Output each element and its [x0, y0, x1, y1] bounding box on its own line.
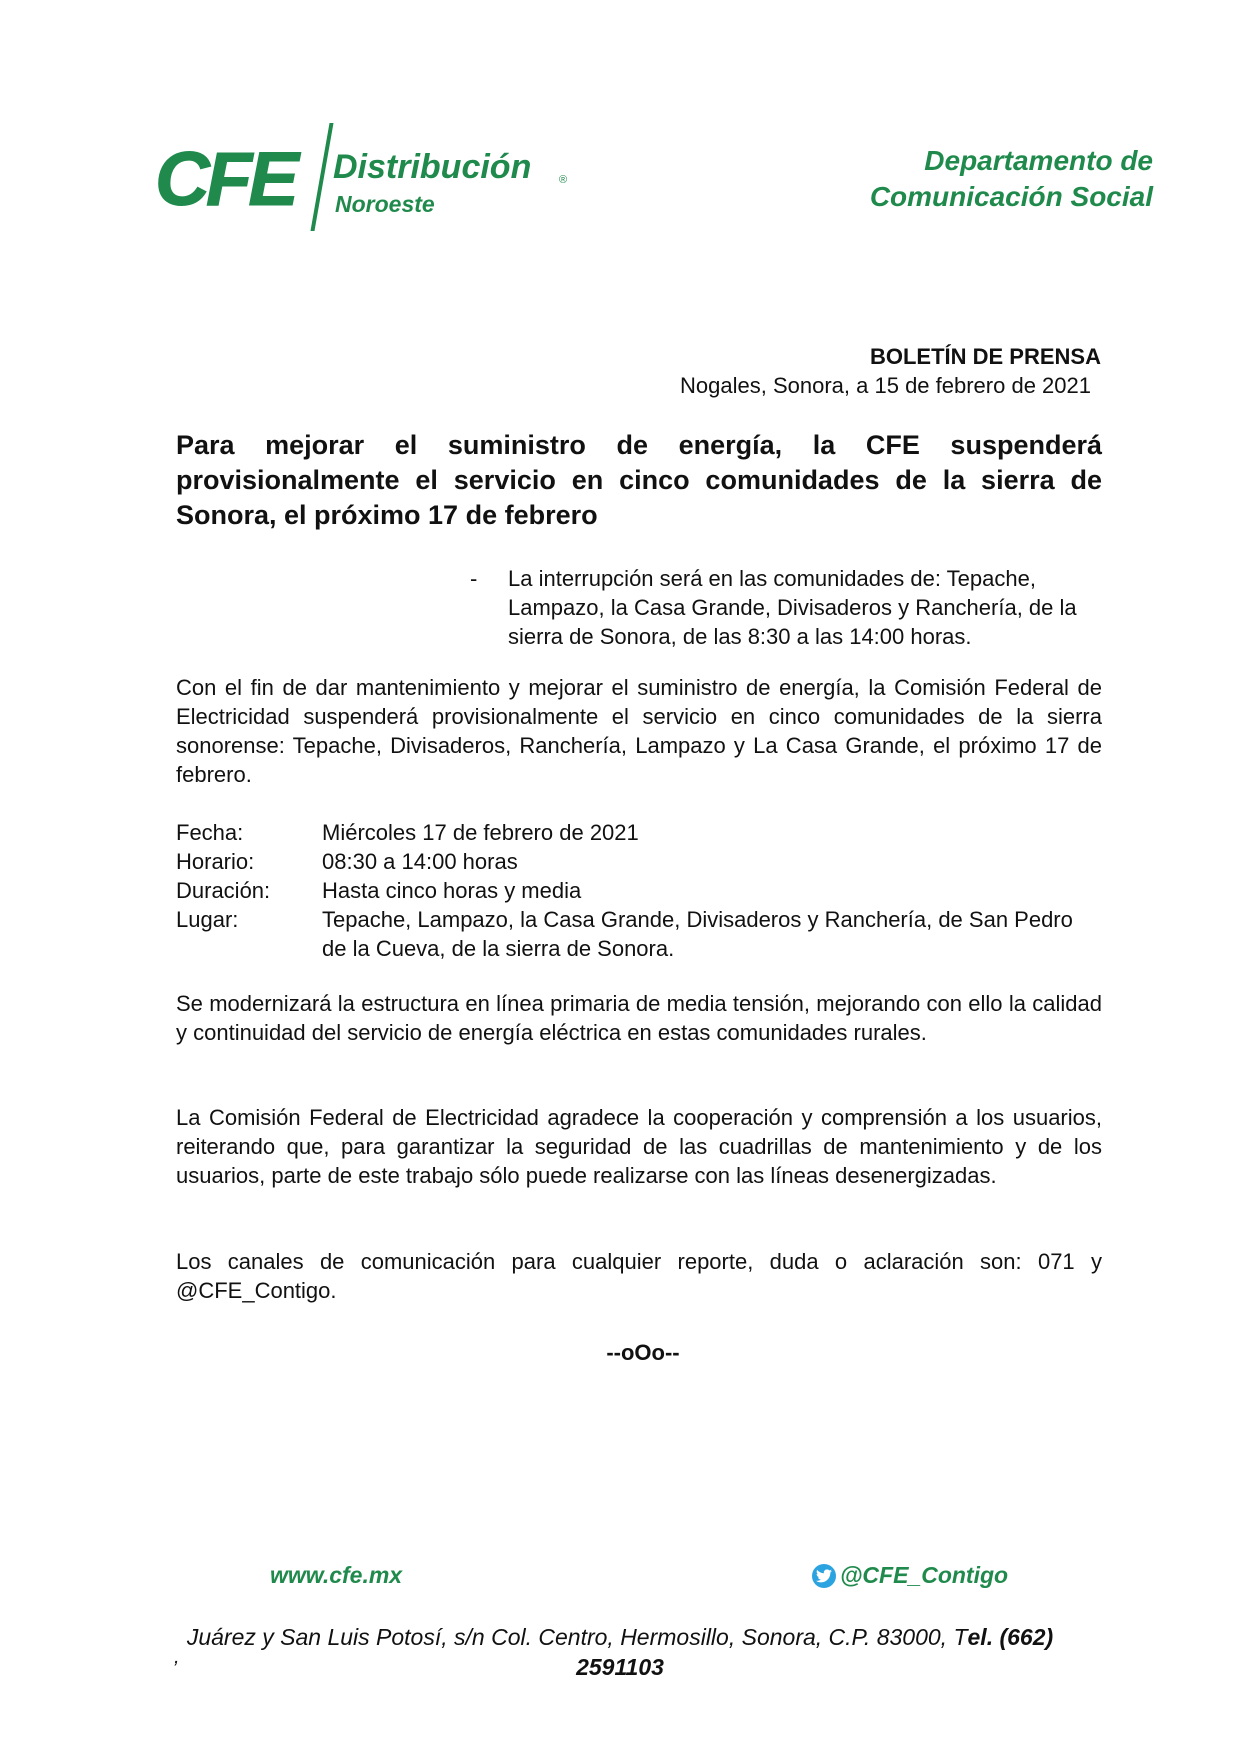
outage-details [176, 818, 1102, 963]
end-separator [0, 1340, 1241, 1366]
address [150, 1622, 1090, 1682]
website-link[interactable]: www.cfe.mx [270, 1562, 403, 1588]
separator-text: --oOo-- [606, 1340, 680, 1365]
twitter-handle-text: @CFE_Contigo [840, 1562, 1009, 1588]
cfe-logo [155, 120, 575, 235]
paragraph-2: Se modernizará la estructura en línea primaria de media tensión, mejorando con ello la calidad y continuidad del servicio de energía eléctrica en estas comunidades rurales. [176, 991, 1102, 1045]
phone-number: 2591103 [576, 1654, 664, 1680]
paragraph-4: Los canales de comunicación para cualquier reporte, duda o aclaración son: 071 y @CFE_Contigo. [176, 1249, 1102, 1303]
bulletin-label: BOLETÍN DE PRENSA [869, 344, 1101, 369]
paragraph-1: Con el fin de dar mantenimiento y mejorar el suministro de energía, la Comisión Federal de Electricidad suspenderá provisionalmente el servicio en cinco comunidades de la sierra sonorense: Tepache, Divisaderos, Ranchería, Lampazo y La Casa Grande, el próximo 17 de febrero. [176, 675, 1102, 787]
stray-comma: , [174, 1646, 180, 1668]
headline: Para mejorar el suministro de energía, la CFE suspenderá provisionalmente el servicio en cinco comunidades de la sierra de Sonora, el próximo 17 de febrero [176, 430, 1102, 530]
summary-bullet [470, 564, 1102, 651]
detail-row-time [176, 847, 1102, 876]
phone-prefix: el. (662) [967, 1624, 1054, 1650]
department-line-1: Departamento de [924, 145, 1153, 176]
bullet-dash: - [470, 566, 478, 591]
detail-label: Fecha: [176, 820, 244, 845]
department-line-2: Comunicación Social [869, 181, 1153, 212]
detail-label: Duración: [176, 878, 271, 903]
logo-name: Distribución [333, 148, 532, 186]
address-text: Juárez y San Luis Potosí, s/n Col. Centro, Hermosillo, Sonora, C.P. 83000, T [186, 1624, 968, 1650]
detail-value: 08:30 a 14:00 horas [322, 849, 518, 874]
detail-label: Lugar: [176, 907, 239, 932]
detail-row-place [176, 905, 1102, 963]
detail-label: Horario: [176, 849, 255, 874]
detail-value: Tepache, Lampazo, la Casa Grande, Divisaderos y Ranchería, de San Pedro de la Cueva, de la sierra de Sonora. [322, 907, 1073, 961]
logo-divider [310, 123, 333, 231]
detail-row-duration [176, 876, 1102, 905]
bullet-text: La interrupción será en las comunidades de: Tepache, Lampazo, la Casa Grande, Divisaderos y Ranchería, de la sierra de Sonora, de las 8:30 a las 14:00 horas. [508, 566, 1077, 649]
logo-region: Noroeste [335, 191, 435, 217]
department-title [870, 143, 1153, 215]
place-date: Nogales, Sonora, a 15 de febrero de 2021 [680, 373, 1091, 398]
detail-value: Hasta cinco horas y media [322, 878, 582, 903]
logo-brand: CFE [155, 137, 295, 222]
detail-value: Miércoles 17 de febrero de 2021 [322, 820, 639, 845]
detail-row-date [176, 818, 1102, 847]
logo-registered-mark: ® [559, 174, 568, 186]
twitter-icon [812, 1564, 836, 1588]
paragraph-3: La Comisión Federal de Electricidad agradece la cooperación y comprensión a los usuarios, reiterando que, para garantizar la seguridad de las cuadrillas de mantenimiento y de los usuarios, parte de este trabajo sólo puede realizarse con las líneas desenergizadas. [176, 1105, 1102, 1188]
twitter-handle[interactable] [812, 1562, 1008, 1589]
